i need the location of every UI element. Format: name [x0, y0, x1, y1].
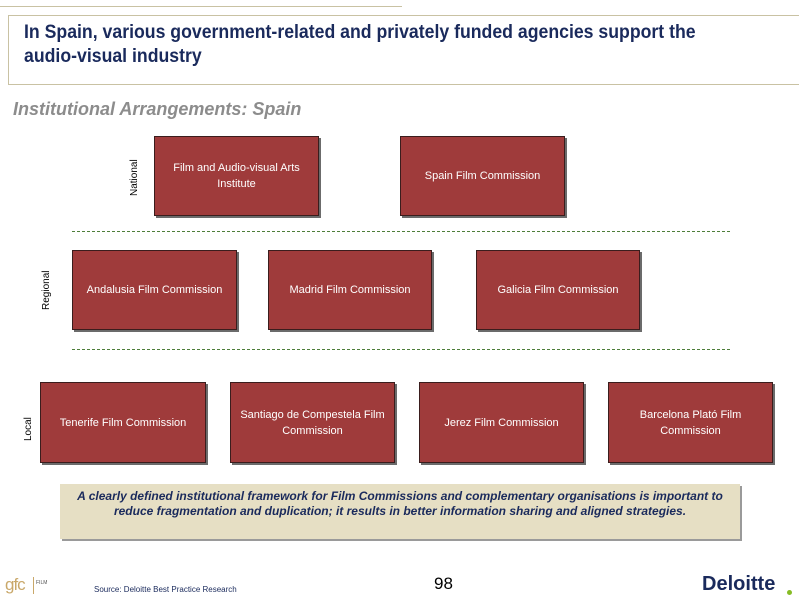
level-label-local: Local — [23, 417, 34, 441]
node-local-1: Tenerife Film Commission — [40, 382, 206, 463]
source-note: Source: Deloitte Best Practice Research — [94, 585, 237, 594]
gfc-logo-subtext: FILM — [36, 580, 48, 586]
gfc-logo: gfc — [5, 575, 25, 594]
divider-national-regional — [72, 231, 730, 232]
level-label-regional: Regional — [41, 270, 52, 310]
node-local-2: Santiago de Compestela Film Commission — [230, 382, 395, 463]
gfc-logo-separator — [33, 577, 34, 594]
key-message-callout: A clearly defined institutional framework for Film Commissions and complementary organisations is important to reduce fragmentation and duplication; it results in better information sharing and aligned strategies. — [60, 484, 740, 539]
top-rule — [0, 6, 402, 7]
node-local-3: Jerez Film Commission — [419, 382, 584, 463]
node-regional-3: Galicia Film Commission — [476, 250, 640, 330]
node-regional-2: Madrid Film Commission — [268, 250, 432, 330]
section-subtitle: Institutional Arrangements: Spain — [13, 99, 302, 119]
level-label-national: National — [129, 159, 140, 196]
node-local-4: Barcelona Plató Film Commission — [608, 382, 773, 463]
node-national-2: Spain Film Commission — [400, 136, 565, 216]
divider-regional-local — [72, 349, 730, 350]
page-title: In Spain, various government-related and privately funded agencies support the audio-visual industry — [24, 22, 696, 67]
node-national-1: Film and Audio-visual Arts Institute — [154, 136, 319, 216]
deloitte-logo: Deloitte — [702, 573, 776, 595]
node-regional-1: Andalusia Film Commission — [72, 250, 237, 330]
page-number: 98 — [434, 574, 453, 593]
deloitte-logo-dot — [787, 590, 792, 595]
